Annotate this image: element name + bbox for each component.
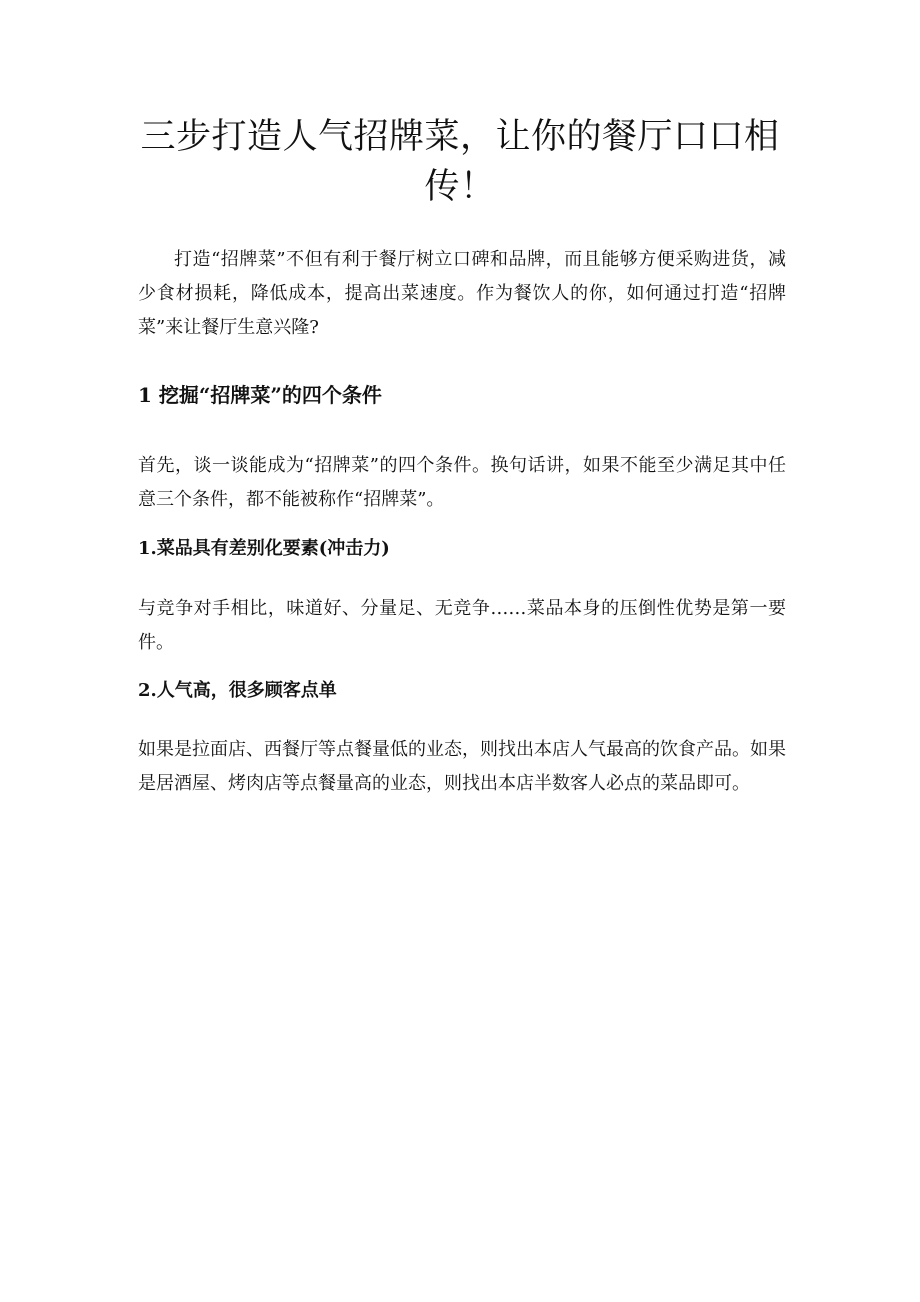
point-heading-1: 1.菜品具有差别化要素(冲击力) [138, 538, 390, 559]
point-paragraph-2: 如果是拉面店、西餐厅等点餐量低的业态，则找出本店人气最高的饮食产品。如果是居酒屋、烤肉店等点餐量高的业态，则找出本店半数客人必点的菜品即可。 [138, 739, 786, 794]
page-title: 三步打造人气招牌菜，让你的餐厅口口相传！ [140, 117, 780, 207]
point-paragraph-1: 与竞争对手相比，味道好、分量足、无竞争……菜品本身的压倒性优势是第一要件。 [138, 598, 786, 653]
point-heading-2: 2.人气高，很多顾客点单 [138, 680, 337, 701]
intro-paragraph: 打造“招牌菜”不但有利于餐厅树立口碑和品牌，而且能够方便采购进货，减少食材损耗，降低成本，提高出菜速度。作为餐饮人的你，如何通过打造“招牌菜”来让餐厅生意兴隆? [138, 249, 786, 338]
section-heading: 1 挖掘“招牌菜”的四个条件 [138, 383, 382, 407]
section-paragraph: 首先，谈一谈能成为“招牌菜”的四个条件。换句话讲，如果不能至少满足其中任意三个条件，都不能被称作“招牌菜”。 [138, 455, 786, 510]
